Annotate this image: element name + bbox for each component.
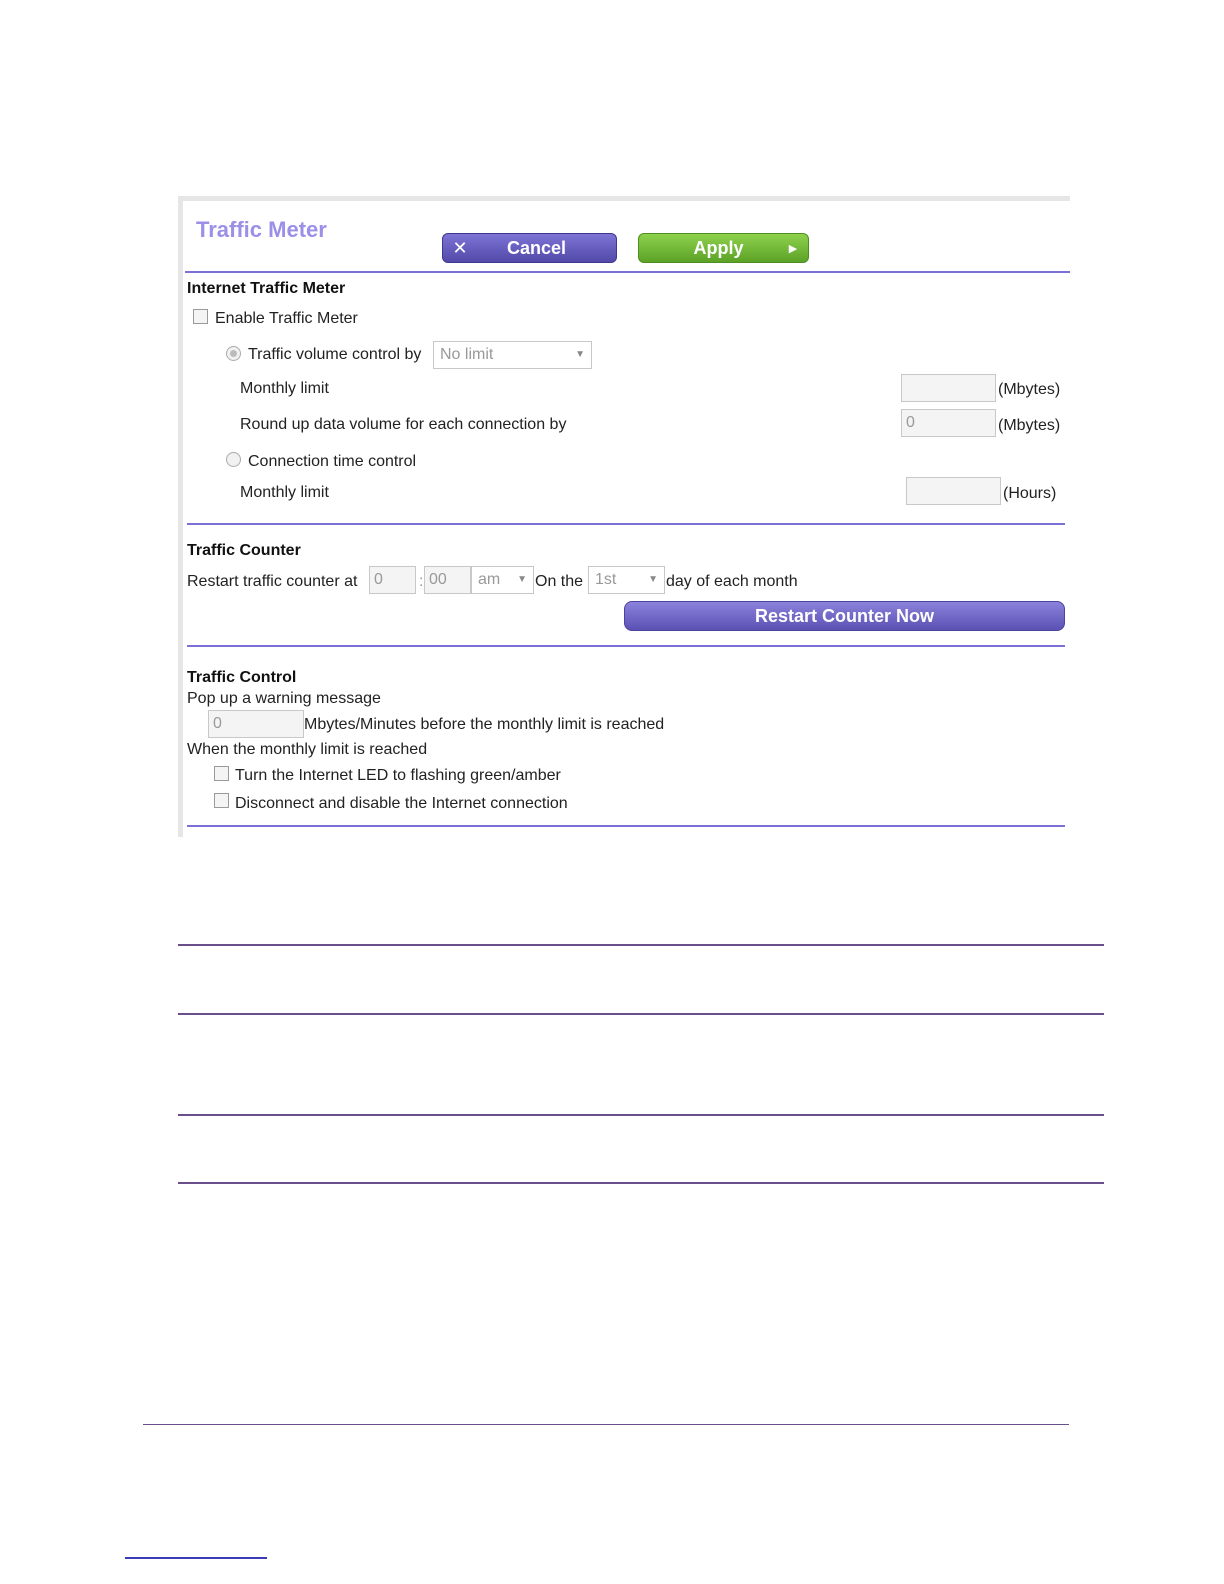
document-rule <box>178 944 1104 946</box>
disconnect-checkbox[interactable] <box>214 793 229 808</box>
connection-time-label: Connection time control <box>248 453 417 470</box>
document-rule <box>178 1013 1104 1015</box>
page-title: Traffic Meter <box>196 217 327 242</box>
chevron-down-icon: ▼ <box>575 349 585 360</box>
document-rule <box>178 1182 1104 1184</box>
traffic-volume-radio[interactable] <box>226 346 241 361</box>
cancel-button[interactable] <box>442 233 617 263</box>
section-divider <box>187 645 1065 647</box>
enable-traffic-meter-checkbox[interactable] <box>193 309 208 324</box>
monthly-limit-label: Monthly limit <box>240 380 329 397</box>
round-up-input[interactable]: 0 <box>901 409 996 437</box>
restart-ampm-select[interactable] <box>471 566 534 594</box>
section-divider <box>187 523 1065 525</box>
apply-button-label: Apply <box>693 237 744 258</box>
traffic-meter-panel <box>178 196 1070 837</box>
warning-amount-input[interactable]: 0 <box>208 710 304 738</box>
chevron-down-icon: ▼ <box>648 574 658 585</box>
time-colon: : <box>419 573 424 590</box>
round-up-unit: (Mbytes) <box>998 417 1061 434</box>
cancel-button-label: Cancel <box>506 237 567 258</box>
time-monthly-limit-label: Monthly limit <box>240 484 329 501</box>
ampm-select-value: am <box>478 571 501 588</box>
arrow-right-icon: ▶ <box>788 242 798 255</box>
disconnect-label: Disconnect and disable the Internet connection <box>235 795 568 812</box>
led-flashing-checkbox[interactable] <box>214 766 229 781</box>
footer-rule <box>143 1424 1069 1425</box>
internet-traffic-meter-heading: Internet Traffic Meter <box>187 280 346 297</box>
monthly-limit-input[interactable] <box>901 374 996 402</box>
warning-suffix-label: Mbytes/Minutes before the monthly limit is reached <box>304 716 665 733</box>
traffic-counter-heading: Traffic Counter <box>187 542 301 559</box>
when-reached-label: When the monthly limit is reached <box>187 741 428 758</box>
close-icon: ✕ <box>452 237 468 258</box>
restart-hour-input[interactable]: 0 <box>369 566 416 594</box>
restart-minute-input[interactable]: 00 <box>424 566 471 594</box>
on-the-label: On the <box>535 573 584 590</box>
popup-warning-label: Pop up a warning message <box>187 690 381 707</box>
enable-traffic-meter-label: Enable Traffic Meter <box>215 310 358 327</box>
time-monthly-limit-unit: (Hours) <box>1003 485 1057 502</box>
footer-link-underline <box>125 1557 267 1559</box>
traffic-volume-select-value: No limit <box>440 346 494 363</box>
restart-at-label: Restart traffic counter at <box>187 573 358 590</box>
apply-button[interactable] <box>638 233 809 263</box>
document-rule <box>178 1114 1104 1116</box>
round-up-label: Round up data volume for each connection by <box>240 416 567 433</box>
chevron-down-icon: ▼ <box>517 574 527 585</box>
traffic-volume-select[interactable] <box>433 341 592 369</box>
restart-counter-now-button[interactable]: Restart Counter Now <box>624 601 1065 631</box>
led-flashing-label: Turn the Internet LED to flashing green/amber <box>235 767 561 784</box>
monthly-limit-unit: (Mbytes) <box>998 381 1061 398</box>
header-divider <box>185 271 1070 273</box>
traffic-volume-label: Traffic volume control by <box>248 346 422 363</box>
section-divider <box>187 825 1065 827</box>
day-suffix-label: day of each month <box>666 573 798 590</box>
traffic-control-heading: Traffic Control <box>187 669 297 686</box>
restart-day-select[interactable] <box>588 566 665 594</box>
connection-time-radio[interactable] <box>226 452 241 467</box>
time-monthly-limit-input[interactable] <box>906 477 1001 505</box>
day-select-value: 1st <box>595 571 617 588</box>
